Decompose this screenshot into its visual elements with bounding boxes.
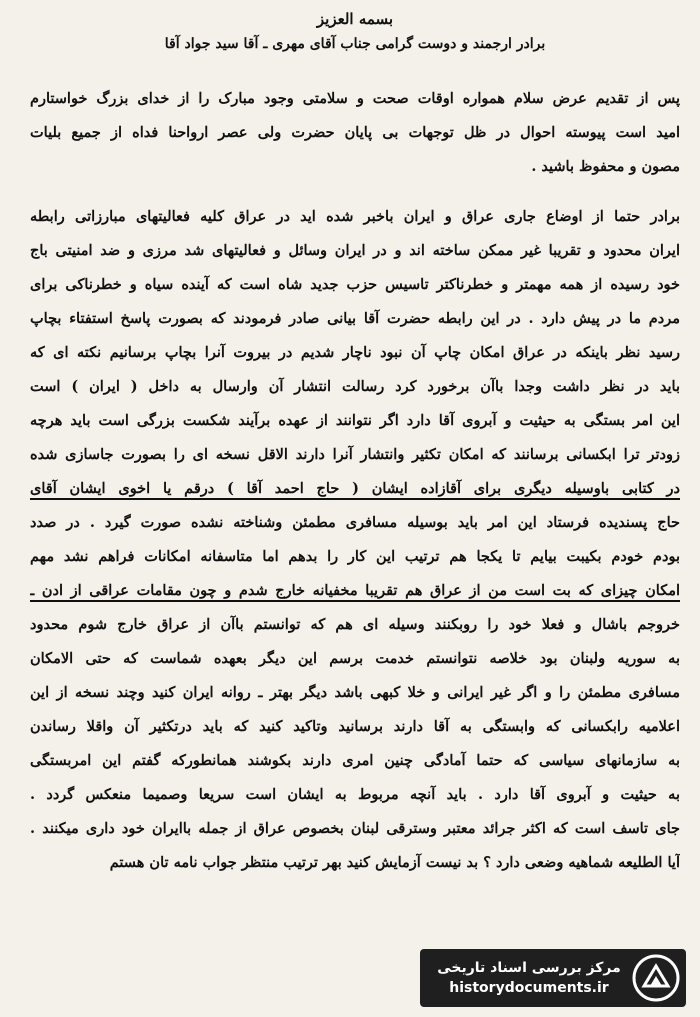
letter-line: پس از تقدیم عرض سلام همواره اوقات صحت و سلامتی وجود مبارک را از خدای بزرگ خواستارم xyxy=(30,90,680,107)
underlined-text: در کتابی باوسیله دیگری برای آقازاده ایشان ( حاج احمد آقا ) درقم یا اخوی ایشان آقای xyxy=(30,480,680,500)
letter-line: امید است پیوسته احوال در ظل توجهات بی پایان حضرت ولی عصر ارواحنا فداه از جمیع بلیات xyxy=(30,124,680,141)
letter-line: جای تاسف است که اکثر جرائد معتبر وسترقی لبنان بخصوص عراق از جمله باایران خود داری میکنند . xyxy=(30,820,680,837)
letter-line: آیا الطلیعه شماهیه وضعی دارد ؟ بد نیست آزمایش کنید بهر ترتیب منتظر جواب نامه تان هستم xyxy=(109,854,680,871)
letter-line: بودم خودم بکیبت بیایم تا یکجا هم ترتیب این کار را بدهم اما متاسفانه امکانات فراهم نشد مهم xyxy=(30,548,680,565)
basmala-heading: بسمه العزیز xyxy=(316,10,394,28)
watermark-name: مرکز بررسی اسناد تاریخی xyxy=(437,960,621,976)
watermark-url: historydocuments.ir xyxy=(449,980,609,996)
letter-line-underlined xyxy=(30,472,680,506)
archive-watermark xyxy=(420,949,686,1007)
letter-line: مسافری مطمئن را و اگر غیر ایرانی و خلا کبهی باشد دیگر بهتر ـ روانه ایران کنید وچند نسخه از این xyxy=(30,684,680,701)
letter-line: خود رسیده از همه مهمتر و خطرناکتر تاسیس حزب جدید شاه است که آینده سیاه و خطرناکی برای xyxy=(30,276,680,293)
underlined-text: امکان چیزای که بت است من از عراق هم تقریبا مخفیانه خارج شدم و چون مقامات عراقی از ادن ـ xyxy=(30,582,680,602)
paragraph-main xyxy=(30,200,680,880)
letter-line: به سوریه ولبنان بود خلاصه نتوانستم خدمت برسم این دیگر بعهده شماست که حتی الامکان xyxy=(30,650,680,667)
letter-line: ایران محدود و تقریبا غیر ممکن ساخته اند و در ایران وسائل و فعالیتهای شد مرزی و ضد امنیتی باج xyxy=(30,242,680,259)
letter-line: اعلامیه رابکسانی که وابستگی به آقا دارند برسانید وتاکید کنید که باید درتکثیر آن واقلا رساندن xyxy=(30,718,680,735)
letter-line: به حیثیت و آبروی آقا دارد . باید آنچه مربوط به ایشان است سریعا وصمیما منعکس گردد . xyxy=(30,786,680,803)
salutation-line: برادر ارجمند و دوست گرامی جناب آقای مهری ـ آقا سید جواد آقا xyxy=(164,36,546,52)
letter-line-underlined xyxy=(30,574,680,608)
watermark-text xyxy=(420,960,630,996)
letter-body xyxy=(30,8,680,880)
letter-line: خروجم باشال و فعلا خود را روبکنند وسیله ای هم که توانستم باآن از عراق خارج شوم محدود xyxy=(30,616,680,633)
letter-line: مصون و محفوظ باشید . xyxy=(531,158,680,175)
letter-line: زودتر ترا ابکسانی برسانند که امکان تکثیر وانتشار آنرا دارند الاقل نسخه ای را بصورت جاسازی شده xyxy=(30,446,680,463)
letter-line: برادر حتما از اوضاع جاری عراق و ایران باخبر شده اید در عراق کلیه فعالیتهای مبارزاتی رابطه xyxy=(30,208,680,225)
letter-line: به سازمانهای سیاسی که حتما آمادگی چنین امری دارند بکوشند همانطورکه گفتم این امربستگی xyxy=(30,752,680,769)
paragraph-greeting xyxy=(30,82,680,184)
letter-line: مردم ما در پیش دارد . در این رابطه حضرت آقا بیانی صادر فرمودند که بصورت پاسخ استفتاء بچاپ xyxy=(30,310,680,327)
letter-line: باید در نظر داشت وجدا باآن برخورد کرد رسالت انتشار آن وارسال به داخل ( ایران ) است xyxy=(30,378,680,395)
letter-header xyxy=(30,10,680,52)
letter-line: رسید نظر باینکه در عراق امکان چاپ آن نبود ناچار شدیم در بیروت آنرا بچاپ برسانیم نکته ای که xyxy=(30,344,680,361)
letter-line: این امر بستگی به حیثیت و آبروی آقا دارد اگر نتوانند از عهده برآیند شکست بزرگی است باید هرچه xyxy=(30,412,680,429)
archive-logo-icon xyxy=(630,952,682,1004)
letter-line: حاج پسندیده فرستاد این امر باید بوسیله مسافری مطمئن وشناخته نشده صورت گیرد . در صدد xyxy=(30,514,680,531)
